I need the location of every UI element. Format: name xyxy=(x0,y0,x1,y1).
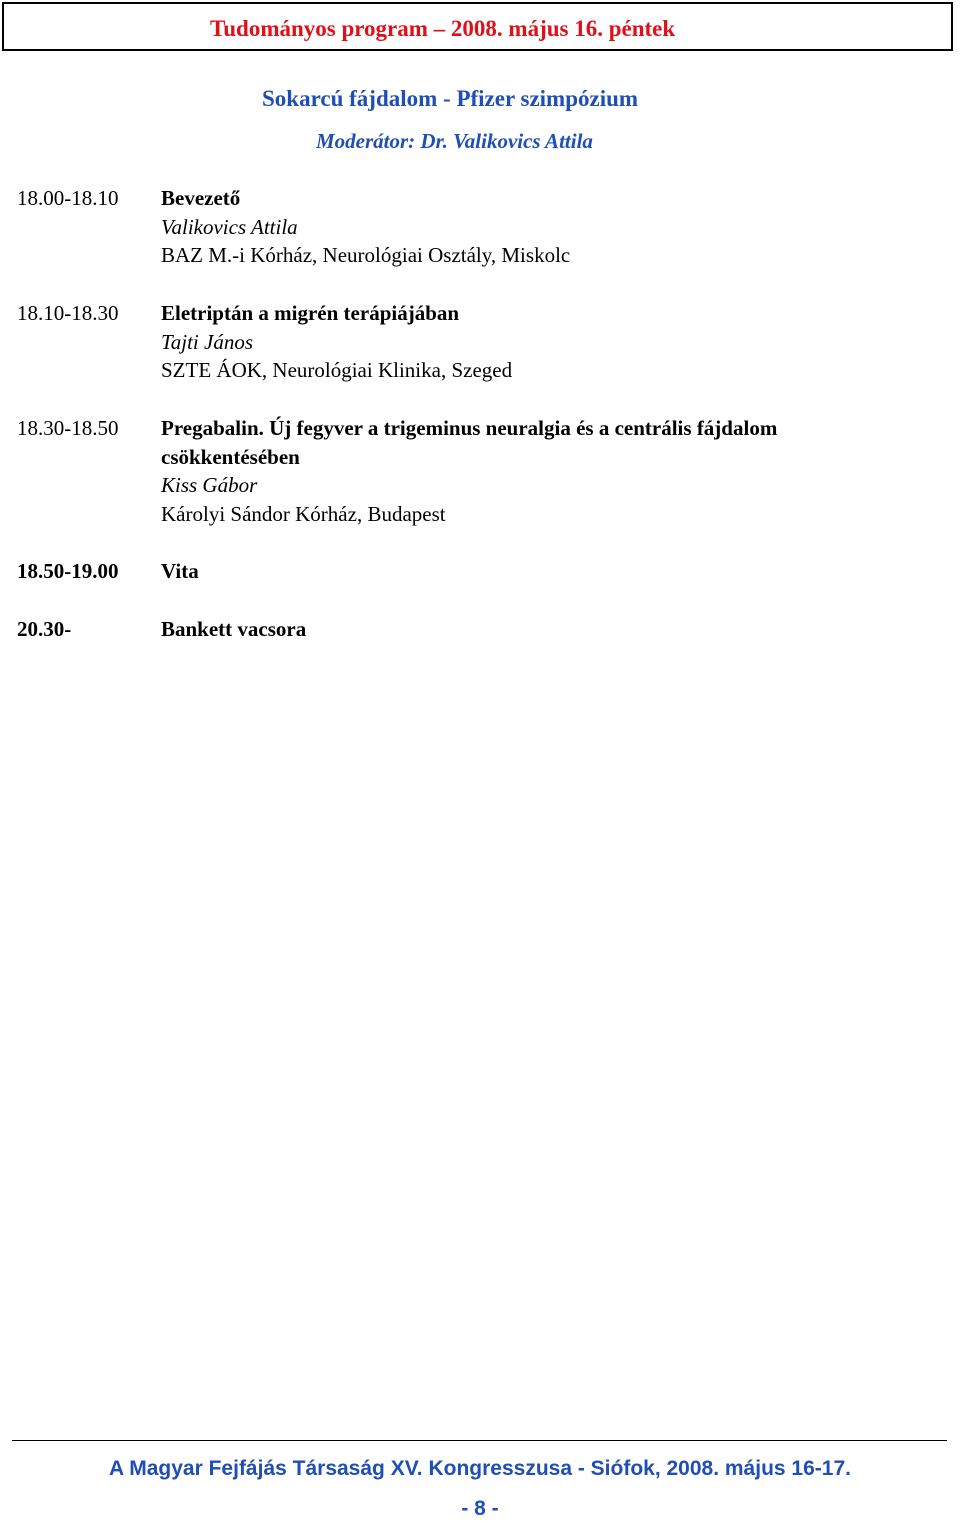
talk-title-line-2: csökkentésében xyxy=(161,444,300,469)
program-time: 18.30-18.50 xyxy=(17,416,119,440)
moderator-line: Moderátor: Dr. Valikovics Attila xyxy=(316,129,593,153)
program-content xyxy=(161,615,941,644)
speaker-affiliation: SZTE ÁOK, Neurológiai Klinika, Szeged xyxy=(161,358,513,382)
talk-title-line-1: Pregabalin. Új fegyver a trigeminus neuralgia és a centrális fájdalom xyxy=(161,416,778,440)
speaker-affiliation: Károlyi Sándor Kórház, Budapest xyxy=(161,501,446,526)
footer-divider xyxy=(12,1440,947,1441)
header-box xyxy=(2,2,953,51)
program-time: 18.50-19.00 xyxy=(17,559,119,583)
talk-title: Bevezető xyxy=(161,186,241,210)
symposium-title: Sokarcú fájdalom - Pfizer szimpózium xyxy=(262,86,639,111)
footer-congress-title: A Magyar Fejfájás Társaság XV. Kongresszusa - Siófok, 2008. május 16-17. xyxy=(109,1457,851,1480)
talk-title: Vita xyxy=(161,559,199,583)
page-number: - 8 - xyxy=(461,1497,499,1520)
program-time: 18.00-18.10 xyxy=(17,186,119,210)
program-content xyxy=(161,299,941,385)
talk-title: Eletriptán a migrén terápiájában xyxy=(161,301,460,325)
program-content xyxy=(161,184,941,270)
program-content xyxy=(161,414,941,528)
page-header-title: Tudományos program – 2008. május 16. péntek xyxy=(210,16,676,41)
talk-title: Bankett vacsora xyxy=(161,617,307,641)
speaker-name: Valikovics Attila xyxy=(161,214,298,239)
program-time: 20.30- xyxy=(17,617,72,641)
program-content xyxy=(161,557,941,586)
program-time: 18.10-18.30 xyxy=(17,301,119,325)
speaker-name: Tajti János xyxy=(161,329,253,354)
speaker-name: Kiss Gábor xyxy=(161,473,258,497)
speaker-affiliation: BAZ M.-i Kórház, Neurológiai Osztály, Miskolc xyxy=(161,243,571,267)
